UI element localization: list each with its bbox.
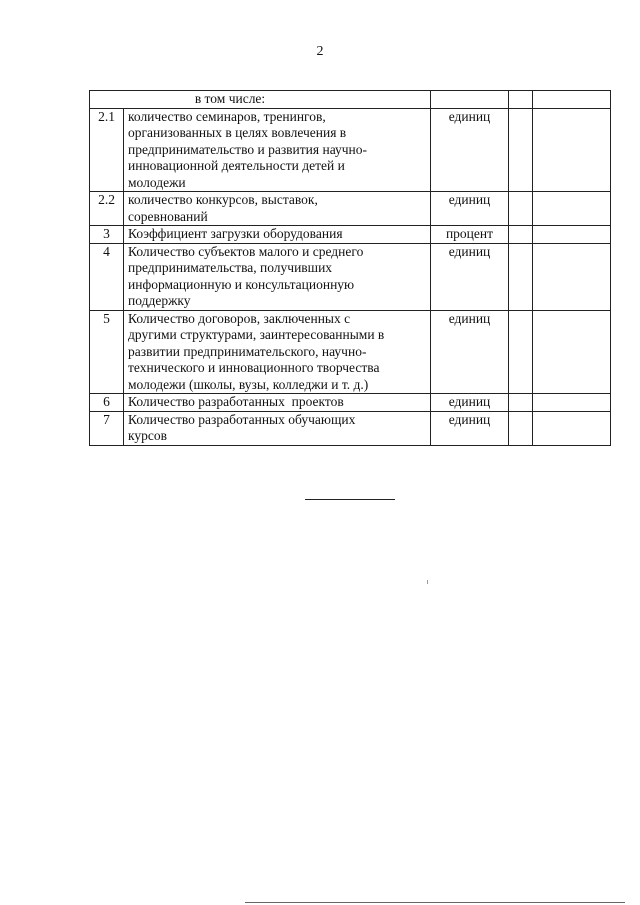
row-unit: единиц [431,394,509,412]
row-description [124,192,431,226]
description-line: Количество договоров, заключенных с [128,310,351,326]
row-empty-cell [509,411,533,445]
header-gap-cell [509,91,533,109]
row-unit: процент [431,226,509,244]
header-label: в том числе: [90,91,431,109]
description-line: предпринимательства, получивших [128,260,333,275]
row-empty-cell [509,243,533,310]
row-value-cell [533,394,611,412]
row-number: 5 [90,310,124,394]
row-number: 6 [90,394,124,412]
description-line: молодежи [128,174,186,190]
description-line: поддержку [128,293,191,308]
table-header-row [90,91,611,109]
row-description [124,108,431,192]
table-row [90,226,611,244]
row-empty-cell [509,310,533,394]
row-empty-cell [509,394,533,412]
description-line: Количество разработанных обучающих [128,411,356,427]
end-divider-line [305,499,395,500]
row-unit: единиц [431,243,509,310]
description-line: инновационной деятельности детей и [128,158,345,173]
row-value-cell [533,243,611,310]
description-line: Количество разработанных проектов [128,394,344,409]
description-line: соревнований [128,208,208,224]
table-row [90,394,611,412]
row-unit: единиц [431,192,509,226]
description-line: информационную и консультационную [128,276,355,292]
table-row [90,310,611,394]
row-value-cell [533,411,611,445]
row-unit: единиц [431,411,509,445]
description-line: Количество субъектов малого и среднего [128,243,364,259]
description-line: организованных в целях вовлечения в [128,125,347,140]
row-unit: единиц [431,108,509,192]
row-value-cell [533,192,611,226]
row-empty-cell [509,108,533,192]
row-empty-cell [509,192,533,226]
table-row [90,411,611,445]
description-line: другими структурами, заинтересованными в [128,327,385,342]
row-unit: единиц [431,310,509,394]
row-number: 3 [90,226,124,244]
row-value-cell [533,226,611,244]
description-line: курсов [128,428,167,443]
row-empty-cell [509,226,533,244]
header-unit-cell [431,91,509,109]
row-number: 2.1 [90,108,124,192]
scan-edge-line [245,902,625,903]
table-row [90,243,611,310]
description-line: Коэффициент загрузки оборудования [128,226,343,241]
description-line: технического и инновационного творчества [128,360,380,375]
row-number: 7 [90,411,124,445]
table-row [90,192,611,226]
row-description [124,226,431,244]
row-value-cell [533,108,611,192]
row-number: 4 [90,243,124,310]
header-value-cell [533,91,611,109]
row-number: 2.2 [90,192,124,226]
description-line: количество семинаров, тренингов, [128,108,326,124]
scan-speck [427,580,428,584]
row-description [124,243,431,310]
row-value-cell [533,310,611,394]
row-description [124,310,431,394]
description-line: развитии предпринимательского, научно- [128,343,367,359]
description-line: молодежи (школы, вузы, колледжи и т. д.) [128,376,369,392]
indicators-table [89,90,611,446]
table-row [90,108,611,192]
page-number: 2 [316,44,324,59]
description-line: количество конкурсов, выставок, [128,192,318,207]
description-line: предпринимательство и развития научно- [128,141,368,157]
row-description [124,394,431,412]
row-description [124,411,431,445]
